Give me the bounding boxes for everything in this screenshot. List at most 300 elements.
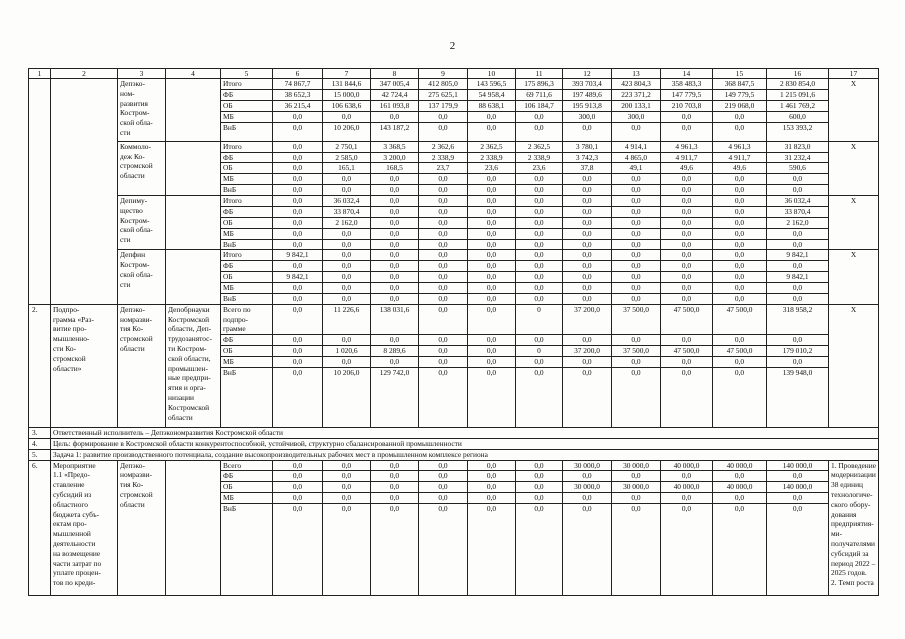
year-value-cell: 143 596,5 [468,79,516,90]
funding-source-cell: ОБ [221,101,273,112]
year-value-cell: 223 371,2 [612,90,661,101]
funding-source-cell: ВнБ [221,184,273,195]
year-value-cell: 0,0 [563,228,612,239]
year-value-cell: 0,0 [323,282,371,293]
year-value-cell: 0,0 [661,217,713,228]
year-value-cell: 161 093,8 [371,101,419,112]
year-value-cell: 0,0 [371,282,419,293]
year-value-cell: 412 805,0 [419,79,468,90]
year-value-cell: 0,0 [468,503,516,595]
year-value-cell: 347 005,4 [371,79,419,90]
year-value-cell: 0,0 [419,122,468,141]
year-value-cell: 3 200,0 [371,152,419,163]
row-number-cell: 4. [29,438,51,449]
year-value-cell: 3 742,3 [563,152,612,163]
year-value-cell: 0,0 [612,174,661,185]
row-number-cell: 6. [29,460,51,595]
table-row [29,250,879,261]
funding-source-cell: ФБ [221,471,273,482]
year-value-cell: 0,0 [563,206,612,217]
year-value-cell: 37 500,0 [612,345,661,356]
funding-table [28,68,879,596]
year-value-cell: 10 206,0 [323,122,371,141]
year-value-cell: 197 489,6 [563,90,612,101]
year-value-cell: 137 179,9 [419,101,468,112]
year-value-cell: 9 842,1 [273,272,323,283]
year-value-cell: 0,0 [713,239,767,250]
funding-source-cell: Итого [221,79,273,90]
year-value-cell: 0,0 [371,293,419,304]
column-number-header: 4 [166,69,221,79]
year-value-cell: 47 500,0 [713,304,767,334]
year-value-cell: 40 000,0 [661,482,713,493]
year-value-cell: 0,0 [468,282,516,293]
table-row [29,460,879,471]
year-value-cell: 0,0 [419,217,468,228]
year-value-cell: 0,0 [661,367,713,427]
total-value-cell: 9 842,1 [767,272,829,283]
section-text-cell: Задача 1: развитие производственного потенциала, создание высокопроизводительных рабочих мест в промышленном комплексе региона [51,449,879,460]
year-value-cell: 0,0 [661,250,713,261]
funding-source-cell: МБ [221,282,273,293]
total-value-cell: 179 010,2 [767,345,829,356]
year-value-cell: 0,0 [273,471,323,482]
year-value-cell: 0,0 [516,272,563,283]
column-number-header: 9 [419,69,468,79]
year-value-cell: 4 914,1 [612,141,661,152]
year-value-cell: 0,0 [419,261,468,272]
year-value-cell: 11 226,6 [323,304,371,334]
total-value-cell: 0,0 [767,228,829,239]
year-value-cell: 0,0 [612,217,661,228]
year-value-cell: 0,0 [661,206,713,217]
year-value-cell: 0,0 [713,356,767,367]
year-value-cell: 8 289,6 [371,345,419,356]
year-value-cell: 0,0 [371,492,419,503]
year-value-cell: 37 200,0 [563,345,612,356]
year-value-cell: 0,0 [563,503,612,595]
year-value-cell: 0,0 [371,217,419,228]
year-value-cell: 219 068,0 [713,101,767,112]
funding-source-cell: МБ [221,356,273,367]
year-value-cell: 175 896,3 [516,79,563,90]
year-value-cell: 33 870,4 [323,206,371,217]
year-value-cell: 47 500,0 [661,345,713,356]
year-value-cell: 0,0 [468,217,516,228]
year-value-cell: 0,0 [563,492,612,503]
year-value-cell: 0,0 [323,460,371,471]
year-value-cell: 0,0 [468,261,516,272]
year-value-cell: 0,0 [563,174,612,185]
year-value-cell: 0,0 [661,184,713,195]
year-value-cell: 38 652,3 [273,90,323,101]
total-value-cell: 1 461 769,2 [767,101,829,112]
executor-cell: Депиму- щество Костром- ской обла- сти [118,195,166,249]
year-value-cell: 0,0 [419,304,468,334]
year-value-cell: 0,0 [516,184,563,195]
executor-cell: Коммоло- деж Ко- стромской области [118,141,166,195]
program-name-cell: Мероприятие 1.1 «Предо- ставление субсидий из областного бюджета субъ- ектам про- мышленной деятельности на возмещение части затрат по уплате процен- тов по креди- [51,460,118,595]
total-value-cell: 33 870,4 [767,206,829,217]
table-row [29,141,879,152]
year-value-cell: 0,0 [419,272,468,283]
year-value-cell: 0,0 [612,471,661,482]
year-value-cell: 0,0 [273,367,323,427]
year-value-cell: 0,0 [516,282,563,293]
year-value-cell: 300,0 [563,112,612,123]
year-value-cell: 0,0 [273,356,323,367]
funding-source-cell: МБ [221,228,273,239]
year-value-cell: 0,0 [612,367,661,427]
executor-cell: Депфин Костром- ской обла- сти [118,250,166,304]
year-value-cell: 0,0 [713,122,767,141]
year-value-cell: 0,0 [661,272,713,283]
year-value-cell: 0,0 [273,239,323,250]
year-value-cell: 0,0 [273,152,323,163]
year-value-cell: 423 804,3 [612,79,661,90]
year-value-cell: 0,0 [516,460,563,471]
year-value-cell: 0,0 [468,471,516,482]
year-value-cell: 0,0 [713,335,767,346]
column-number-header: 12 [563,69,612,79]
year-value-cell: 0,0 [563,184,612,195]
year-value-cell: 0,0 [468,250,516,261]
year-value-cell: 0,0 [468,206,516,217]
year-value-cell: 0,0 [468,174,516,185]
year-value-cell: 1 020,6 [323,345,371,356]
result-cell: X [829,250,879,304]
total-value-cell: 140 000,0 [767,460,829,471]
total-value-cell: 0,0 [767,335,829,346]
year-value-cell: 0,0 [419,503,468,595]
column-number-header: 6 [273,69,323,79]
year-value-cell: 0,0 [371,503,419,595]
row-number-cell: 3. [29,427,51,438]
year-value-cell: 0,0 [419,282,468,293]
year-value-cell: 0,0 [273,195,323,206]
year-value-cell: 54 958,4 [468,90,516,101]
year-value-cell: 0,0 [273,460,323,471]
year-value-cell: 0,0 [713,112,767,123]
funding-source-cell: ОБ [221,482,273,493]
table-row [29,304,879,334]
year-value-cell: 0,0 [419,345,468,356]
result-cell: 1. Проведение модернизации 38 единиц технологиче- ского обору- дования предприятия- ми- получателями субсидий за период 2022 – 2025 годов. 2. Темп роста [829,460,879,595]
year-value-cell: 0,0 [516,482,563,493]
year-value-cell: 0,0 [713,282,767,293]
section-text-cell: Цель: формирование в Костромской области конкурентоспособной, устойчивой, структурно сбалансированной промышленности [51,438,879,449]
year-value-cell: 0,0 [323,112,371,123]
year-value-cell: 0,0 [661,261,713,272]
year-value-cell: 0,0 [371,335,419,346]
year-value-cell: 0,0 [468,195,516,206]
year-value-cell: 0,0 [468,112,516,123]
coexecutor-cell [166,250,221,304]
year-value-cell: 0,0 [468,272,516,283]
year-value-cell: 0,0 [273,335,323,346]
year-value-cell: 0,0 [273,503,323,595]
year-value-cell: 0,0 [273,112,323,123]
year-value-cell: 0,0 [612,503,661,595]
year-value-cell: 0,0 [419,174,468,185]
year-value-cell: 0,0 [713,261,767,272]
year-value-cell: 149 779,5 [713,90,767,101]
program-name-cell: Подпро- грамма «Раз- витие про- мышленно- сти Ко- стромской области» [51,304,118,427]
total-value-cell: 0,0 [767,282,829,293]
year-value-cell: 0,0 [468,228,516,239]
year-value-cell: 0,0 [713,184,767,195]
coexecutor-cell [166,79,221,142]
column-number-header: 13 [612,69,661,79]
table-row [29,79,879,90]
year-value-cell: 36 032,4 [323,195,371,206]
year-value-cell: 0,0 [563,293,612,304]
year-value-cell: 0,0 [563,471,612,482]
year-value-cell: 40 000,0 [713,482,767,493]
year-value-cell: 0,0 [273,492,323,503]
year-value-cell: 0,0 [273,174,323,185]
year-value-cell: 0,0 [713,492,767,503]
row-number-cell: 5. [29,449,51,460]
year-value-cell: 0,0 [612,184,661,195]
total-value-cell: 2 162,0 [767,217,829,228]
year-value-cell: 0,0 [468,335,516,346]
year-value-cell: 0,0 [516,174,563,185]
result-cell: X [829,141,879,195]
year-value-cell: 0,0 [612,195,661,206]
year-value-cell: 0,0 [323,228,371,239]
year-value-cell: 30 000,0 [612,460,661,471]
column-number-header: 11 [516,69,563,79]
year-value-cell: 0,0 [516,195,563,206]
year-value-cell: 0,0 [612,356,661,367]
funding-source-cell: Всего по подпро- грамме [221,304,273,334]
year-value-cell: 0,0 [371,460,419,471]
year-value-cell: 23,6 [516,163,563,174]
year-value-cell: 0,0 [612,335,661,346]
year-value-cell: 0,0 [713,272,767,283]
funding-source-cell: ВнБ [221,293,273,304]
year-value-cell: 47 500,0 [661,304,713,334]
year-value-cell: 0,0 [468,239,516,250]
year-value-cell: 0,0 [713,471,767,482]
year-value-cell: 0,0 [323,503,371,595]
year-value-cell: 0,0 [516,492,563,503]
year-value-cell: 49,1 [612,163,661,174]
year-value-cell: 275 625,1 [419,90,468,101]
year-value-cell: 0,0 [371,239,419,250]
year-value-cell: 0,0 [563,250,612,261]
program-name-cell [51,79,118,305]
year-value-cell: 0,0 [516,293,563,304]
year-value-cell: 23,6 [468,163,516,174]
table-body [29,79,879,596]
year-value-cell: 42 724,4 [371,90,419,101]
total-value-cell: 0,0 [767,239,829,250]
coexecutor-cell: Депобрнауки Костромской области, Деп- трудозанятос- ти Костром- ской области, промышлен- ные предпри- ятия и орга- низации Костромской области [166,304,221,427]
total-value-cell: 0,0 [767,184,829,195]
year-value-cell: 0,0 [419,112,468,123]
funding-source-cell: ОБ [221,272,273,283]
year-value-cell: 23,7 [419,163,468,174]
year-value-cell: 131 844,6 [323,79,371,90]
year-value-cell: 0,0 [516,122,563,141]
year-value-cell: 0,0 [661,335,713,346]
year-value-cell: 0,0 [612,272,661,283]
year-value-cell: 0,0 [273,304,323,334]
total-value-cell: 600,0 [767,112,829,123]
executor-cell: Депэко- ном- развития Костром- ской обла- сти [118,79,166,142]
total-value-cell: 1 215 091,6 [767,90,829,101]
year-value-cell: 0,0 [661,195,713,206]
year-value-cell: 37 200,0 [563,304,612,334]
section-text-cell: Ответственный исполнитель – Депэкономразвития Костромской области [51,427,879,438]
total-value-cell: 0,0 [767,174,829,185]
year-value-cell: 0,0 [323,293,371,304]
year-value-cell: 0,0 [516,250,563,261]
year-value-cell: 0,0 [273,282,323,293]
year-value-cell: 4 911,7 [661,152,713,163]
year-value-cell: 143 187,2 [371,122,419,141]
year-value-cell: 0,0 [419,471,468,482]
year-value-cell: 0,0 [516,228,563,239]
year-value-cell: 0,0 [371,195,419,206]
page-number: 2 [449,40,456,52]
year-value-cell: 15 000,0 [323,90,371,101]
funding-source-cell: ОБ [221,163,273,174]
total-value-cell: 140 000,0 [767,482,829,493]
year-value-cell: 0,0 [419,482,468,493]
year-value-cell: 358 483,3 [661,79,713,90]
total-value-cell: 0,0 [767,261,829,272]
year-value-cell: 47 500,0 [713,345,767,356]
year-value-cell: 0,0 [661,492,713,503]
year-value-cell: 0,0 [612,239,661,250]
total-value-cell: 31 823,0 [767,141,829,152]
total-value-cell: 0,0 [767,503,829,595]
year-value-cell: 0,0 [713,206,767,217]
year-value-cell: 0,0 [661,471,713,482]
year-value-cell: 106 638,6 [323,101,371,112]
year-value-cell: 0,0 [563,122,612,141]
total-value-cell: 2 830 854,0 [767,79,829,90]
column-number-header: 15 [713,69,767,79]
year-value-cell: 0,0 [563,217,612,228]
year-value-cell: 0,0 [516,261,563,272]
year-value-cell: 0,0 [713,367,767,427]
funding-source-cell: МБ [221,492,273,503]
year-value-cell: 0,0 [273,217,323,228]
year-value-cell: 2 338,9 [468,152,516,163]
year-value-cell: 0,0 [516,335,563,346]
year-value-cell: 0,0 [661,503,713,595]
year-value-cell: 0,0 [468,184,516,195]
year-value-cell: 0,0 [323,492,371,503]
year-value-cell: 49,6 [713,163,767,174]
table-row [29,195,879,206]
year-value-cell: 0,0 [273,482,323,493]
total-value-cell: 31 232,4 [767,152,829,163]
result-cell: X [829,304,879,427]
total-value-cell: 0,0 [767,471,829,482]
year-value-cell: 0,0 [273,206,323,217]
year-value-cell: 0,0 [563,356,612,367]
year-value-cell: 0,0 [612,206,661,217]
result-cell: X [829,79,879,142]
coexecutor-cell [166,460,221,595]
year-value-cell: 0,0 [563,335,612,346]
year-value-cell: 0,0 [612,293,661,304]
year-value-cell: 10 206,0 [323,367,371,427]
year-value-cell: 393 703,4 [563,79,612,90]
year-value-cell: 36 215,4 [273,101,323,112]
funding-source-cell: ВнБ [221,367,273,427]
year-value-cell: 0,0 [516,239,563,250]
year-value-cell: 30 000,0 [563,460,612,471]
year-value-cell: 0,0 [419,356,468,367]
year-value-cell: 4 961,3 [713,141,767,152]
year-value-cell: 0,0 [371,471,419,482]
year-value-cell: 40 000,0 [713,460,767,471]
year-value-cell: 106 184,7 [516,101,563,112]
column-number-header: 5 [221,69,273,79]
year-value-cell: 0,0 [516,503,563,595]
total-value-cell: 153 393,2 [767,122,829,141]
year-value-cell: 0,0 [323,261,371,272]
column-number-header: 8 [371,69,419,79]
total-value-cell: 36 032,4 [767,195,829,206]
year-value-cell: 0,0 [612,250,661,261]
year-value-cell: 30 000,0 [612,482,661,493]
year-value-cell: 0,0 [713,293,767,304]
year-value-cell: 0,0 [419,492,468,503]
year-value-cell: 165,1 [323,163,371,174]
year-value-cell: 0,0 [468,304,516,334]
year-value-cell: 0,0 [661,282,713,293]
year-value-cell: 2 362,5 [468,141,516,152]
year-value-cell: 0,0 [468,293,516,304]
funding-source-cell: ВнБ [221,122,273,141]
year-value-cell: 0,0 [563,282,612,293]
year-value-cell: 0,0 [612,282,661,293]
year-value-cell: 0,0 [419,293,468,304]
year-value-cell: 0,0 [323,174,371,185]
total-value-cell: 139 948,0 [767,367,829,427]
year-value-cell: 69 711,6 [516,90,563,101]
year-value-cell: 0,0 [371,112,419,123]
column-number-header: 2 [51,69,118,79]
funding-source-cell: ФБ [221,90,273,101]
year-value-cell: 4 865,0 [612,152,661,163]
year-value-cell: 37,8 [563,163,612,174]
year-value-cell: 0,0 [419,367,468,427]
funding-source-cell: ВнБ [221,239,273,250]
year-value-cell: 2 162,0 [323,217,371,228]
year-value-cell: 0,0 [273,293,323,304]
funding-source-cell: ОБ [221,345,273,356]
year-value-cell: 368 847,5 [713,79,767,90]
year-value-cell: 200 133,1 [612,101,661,112]
year-value-cell: 0,0 [661,174,713,185]
year-value-cell: 30 000,0 [563,482,612,493]
year-value-cell: 0,0 [468,460,516,471]
column-number-header: 3 [118,69,166,79]
year-value-cell: 300,0 [612,112,661,123]
executor-cell: Депэко- номразви- тия Ко- стромской области [118,304,166,427]
year-value-cell: 0,0 [661,122,713,141]
funding-source-cell: ФБ [221,261,273,272]
funding-source-cell: Итого [221,141,273,152]
